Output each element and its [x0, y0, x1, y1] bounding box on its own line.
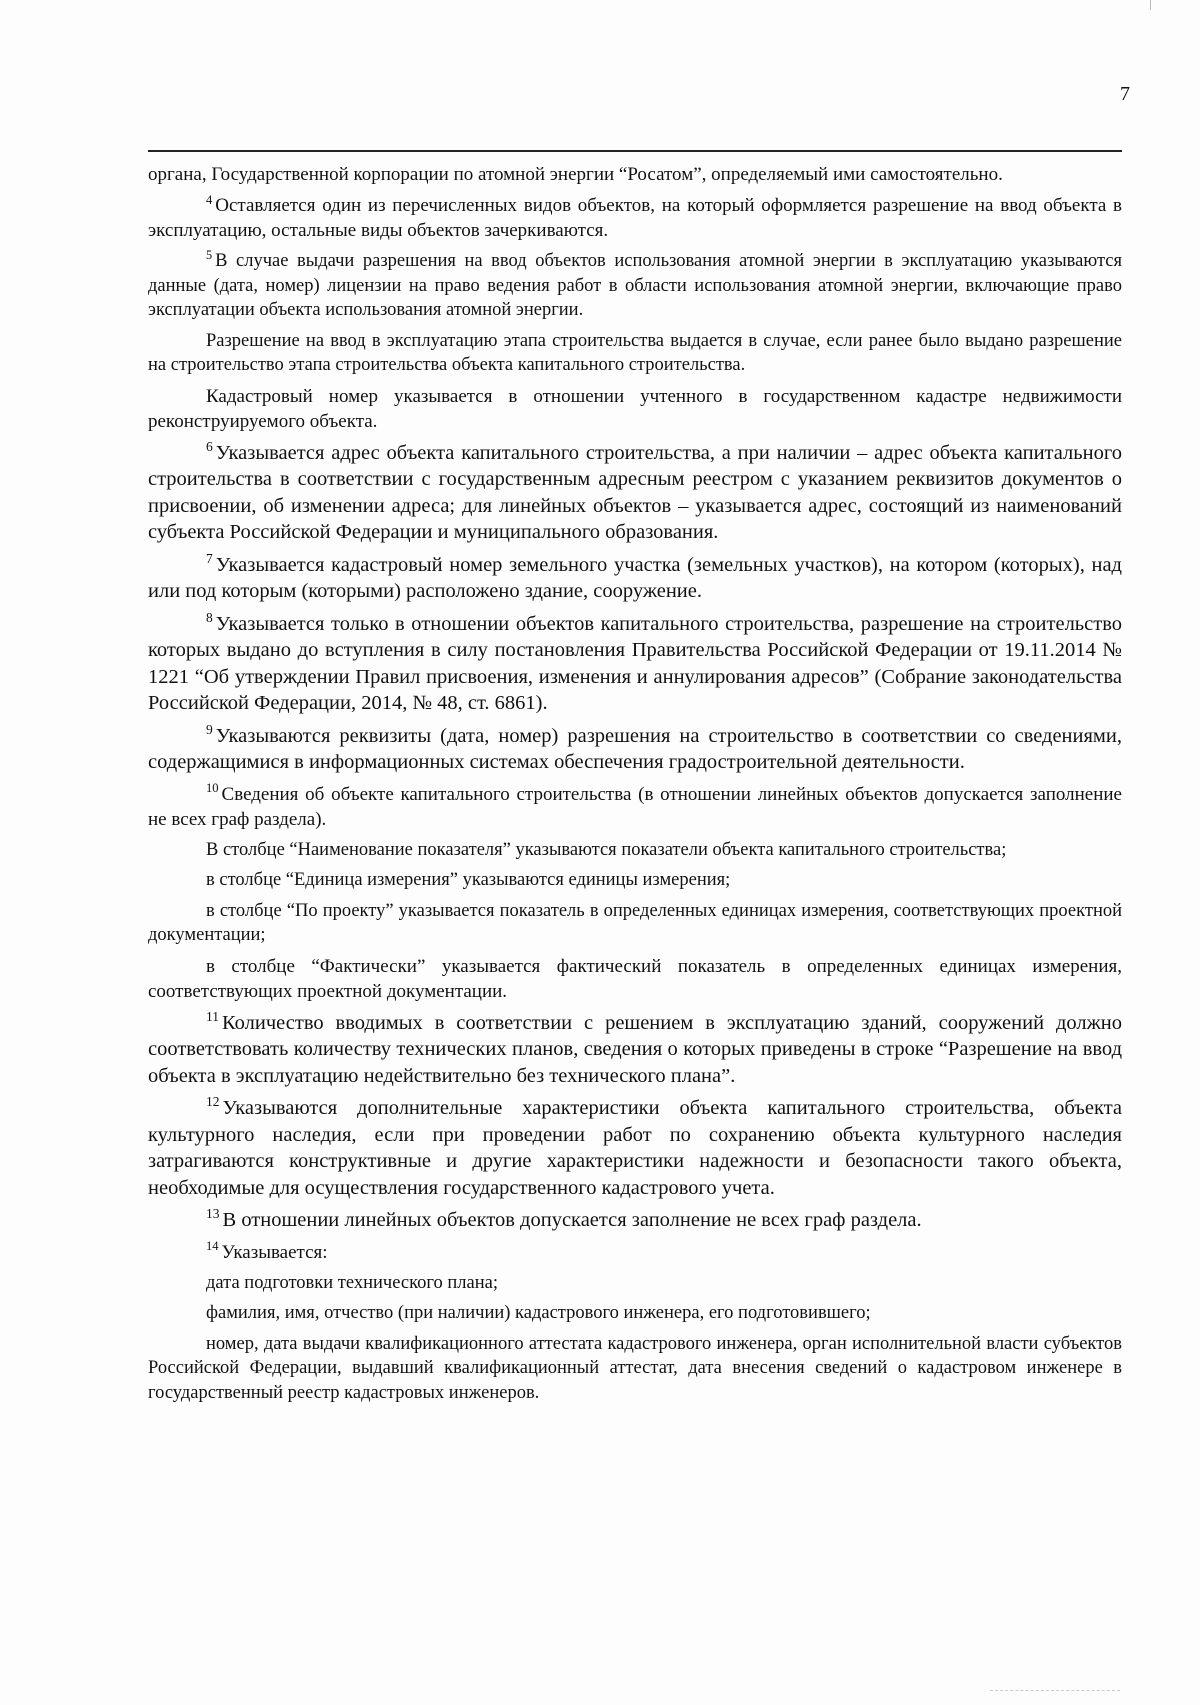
scan-edge-mark — [990, 1690, 1120, 1691]
paragraph-text: дата подготовки технического плана; — [206, 1272, 498, 1293]
footnote-marker: 14 — [206, 1239, 219, 1254]
footnote-marker: 13 — [206, 1206, 220, 1222]
paragraph-column-project — [148, 899, 1122, 948]
paragraph-text: Кадастровый номер указывается в отношении учтенного в государственном кадастре недвижимости реконструируемого объекта. — [148, 385, 1122, 432]
page-number: 7 — [1120, 83, 1130, 105]
footnote-marker: 9 — [206, 721, 213, 737]
paragraph-engineer-name — [148, 1301, 1122, 1326]
footnote-separator-line — [148, 150, 1122, 152]
footnote-marker: 4 — [206, 192, 213, 207]
paragraph-text: Оставляется один из перечисленных видов объектов, на который оформляется разрешение на ввод объекта в эксплуатацию, остальные виды объектов зачеркиваются. — [148, 195, 1122, 241]
paragraph-text: Указывается адрес объекта капитального строительства, а при наличии – адрес объекта капитального строительства в соответствии с государственным адресным реестром с указанием реквизитов документов о присвоении, об изменении адреса; для линейных объектов – указывается адрес, состоящий из наименований субъекта Российской Федерации и муниципального образования. — [148, 441, 1122, 543]
footnote-11 — [148, 1010, 1122, 1090]
paragraph-text: фамилия, имя, отчество (при наличии) кадастрового инженера, его подготовившего; — [206, 1303, 871, 1323]
paragraph-text: В случае выдачи разрешения на ввод объектов использования атомной энергии в эксплуатацию указываются данные (дата, номер) лицензии на право ведения работ в области использования атомной энергии, включающие право эксплуатации объекта использования атомной энергии. — [148, 251, 1122, 320]
footnote-marker: 8 — [206, 609, 213, 625]
paragraph-text: Указывается только в отношении объектов капитального строительства, разрешение на строительство которых выдано до вступления в силу постановления Правительства Российской Федерации от 19.11.2014 № 1221 “Об утверждении Правил присвоения, изменения и аннулирования адресов” (Собрание законодательства Российской Федерации, 2014, № 48, ст. 6861). — [148, 612, 1122, 714]
paragraph-text: в столбце “По проекту” указывается показатель в определенных единицах измерения, соответствующих проектной документации; — [148, 900, 1122, 945]
footnote-continuation — [148, 162, 1122, 187]
footnote-14 — [148, 1240, 1122, 1265]
footnote-13 — [148, 1207, 1122, 1234]
footnote-9 — [148, 723, 1122, 776]
paragraph-text: в столбце “Фактически” указывается фактический показатель в определенных единицах измерения, соответствующих проектной документации. — [148, 955, 1122, 1002]
paragraph-engineer-certificate — [148, 1332, 1122, 1406]
paragraph-text: Указывается: — [221, 1241, 328, 1263]
paragraph-cadastral-number — [148, 384, 1122, 434]
footnote-marker: 7 — [206, 550, 213, 566]
footnote-marker: 5 — [206, 247, 213, 262]
paragraph-text: В отношении линейных объектов допускается заполнение не всех граф раздела. — [222, 1209, 922, 1231]
paragraph-text: номер, дата выдачи квалификационного аттестата кадастрового инженера, орган исполнительной власти субъектов Российской Федерации, выдавший квалификационный аттестат, дата внесения сведений о кадастровом инженере в государственный реестр кадастровых инженеров. — [148, 1333, 1122, 1403]
footnote-8 — [148, 611, 1122, 717]
paragraph-text: В столбце “Наименование показателя” указываются показатели объекта капитального строительства; — [206, 839, 1007, 860]
footnote-marker: 11 — [206, 1008, 220, 1024]
paragraph-column-unit — [148, 868, 1122, 893]
paragraph-text: в столбце “Единица измерения” указываются единицы измерения; — [206, 870, 731, 890]
paragraph-stage-permit — [148, 329, 1122, 378]
footnote-4 — [148, 193, 1122, 243]
footnote-6 — [148, 440, 1122, 546]
footnote-7 — [148, 552, 1122, 605]
footnote-marker: 6 — [206, 438, 213, 454]
paragraph-text: Указывается кадастровый номер земельного участка (земельных участков), на котором (которых), над или под которым (которыми) расположено здание, сооружение. — [148, 553, 1122, 602]
footnote-10 — [148, 782, 1122, 832]
paragraph-text: Указываются дополнительные характеристики объекта капитального строительства, объекта культурного наследия, если при проведении работ по сохранению объекта культурного наследия затрагиваются конструктивные и другие характеристики надежности и безопасности такого объекта, необходимые для осуществления государственного кадастрового учета. — [148, 1097, 1122, 1199]
paragraph-column-actual — [148, 954, 1122, 1004]
footnote-12 — [148, 1095, 1122, 1201]
paragraph-text: органа, Государственной корпорации по атомной энергии “Росатом”, определяемый ими самостоятельно. — [148, 164, 1003, 185]
footnotes-body — [148, 162, 1122, 1411]
paragraph-column-name — [148, 838, 1122, 863]
paragraph-text: Разрешение на ввод в эксплуатацию этапа строительства выдается в случае, если ранее было выдано разрешение на строительство этапа строительства объекта капитального строительства. — [148, 330, 1122, 375]
paragraph-text: Сведения об объекте капитального строительства (в отношении линейных объектов допускается заполнение не всех граф раздела). — [148, 783, 1122, 830]
footnote-5 — [148, 249, 1122, 323]
paragraph-plan-date — [148, 1271, 1122, 1296]
paragraph-text: Указываются реквизиты (дата, номер) разрешения на строительство в соответствии со сведениями, содержащимися в информационных системах обеспечения градостроительной деятельности. — [148, 724, 1122, 773]
scan-edge-mark — [1150, 0, 1151, 10]
footnote-marker: 12 — [206, 1094, 220, 1110]
footnote-marker: 10 — [206, 781, 219, 796]
paragraph-text: Количество вводимых в соответствии с решением в эксплуатацию зданий, сооружений должно соответствовать количеству технических планов, сведения о которых приведены в строке “Разрешение на ввод объекта в эксплуатацию недействительно без технического плана”. — [148, 1011, 1122, 1087]
